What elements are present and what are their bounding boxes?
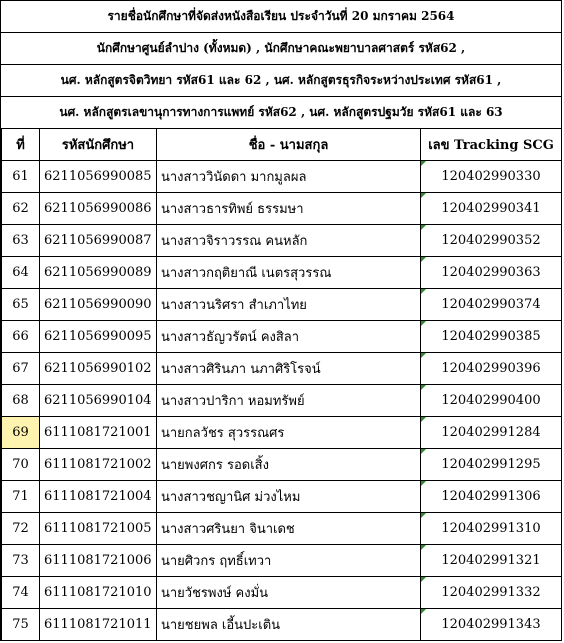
tracking-number-cell[interactable] (421, 577, 562, 609)
student-name-cell[interactable]: นางสาววินัดดา มากมูลผล (157, 161, 421, 193)
row-number-cell[interactable]: 73 (2, 545, 40, 577)
number-stored-as-text-indicator-icon (421, 193, 426, 198)
student-id-cell[interactable]: 6211056990095 (40, 321, 157, 353)
tracking-number-cell[interactable] (421, 609, 562, 641)
tracking-number-cell[interactable] (421, 225, 562, 257)
tracking-number-text: 120402991343 (441, 617, 541, 632)
number-stored-as-text-indicator-icon (421, 257, 426, 262)
table-row (2, 545, 562, 577)
table-row (2, 161, 562, 193)
student-name-cell[interactable]: นายศิวกร ฤทธิ์เทวา (157, 545, 421, 577)
number-stored-as-text-indicator-icon (421, 385, 426, 390)
number-stored-as-text-indicator-icon (421, 481, 426, 486)
row-number-cell[interactable]: 74 (2, 577, 40, 609)
table-row (2, 449, 562, 481)
table-row (2, 481, 562, 513)
tracking-number-text: 120402990341 (441, 201, 541, 216)
row-number-cell[interactable]: 66 (2, 321, 40, 353)
number-stored-as-text-indicator-icon (421, 417, 426, 422)
number-stored-as-text-indicator-icon (421, 545, 426, 550)
tracking-number-text: 120402990396 (441, 361, 541, 376)
table-row (2, 193, 562, 225)
row-number-cell[interactable]: 64 (2, 257, 40, 289)
row-number-cell[interactable]: 62 (2, 193, 40, 225)
tracking-number-text: 120402990352 (441, 233, 541, 248)
row-number-cell[interactable]: 61 (2, 161, 40, 193)
tracking-number-text: 120402990374 (441, 297, 541, 312)
number-stored-as-text-indicator-icon (421, 609, 426, 614)
student-id-cell[interactable]: 6111081721001 (40, 417, 157, 449)
student-name-cell[interactable]: นางสาวศิรินภา นภาศิริโรจน์ (157, 353, 421, 385)
table-row (2, 353, 562, 385)
tracking-number-cell[interactable] (421, 289, 562, 321)
student-table (1, 129, 562, 641)
student-id-cell[interactable]: 6211056990104 (40, 385, 157, 417)
column-header-no[interactable]: ที่ (2, 129, 40, 161)
tracking-number-cell[interactable] (421, 321, 562, 353)
tracking-number-text: 120402991321 (441, 553, 541, 568)
row-number-cell[interactable]: 63 (2, 225, 40, 257)
header-line-4: นศ. หลักสูตรเลขานุการทางการแพทย์ รหัส62 , นศ. หลักสูตรปฐมวัย รหัส61 และ 63 (1, 97, 561, 129)
table-row (2, 609, 562, 641)
tracking-number-cell[interactable] (421, 513, 562, 545)
tracking-number-text: 120402991306 (441, 489, 541, 504)
number-stored-as-text-indicator-icon (421, 353, 426, 358)
tracking-number-cell[interactable] (421, 545, 562, 577)
tracking-number-cell[interactable] (421, 417, 562, 449)
table-row (2, 513, 562, 545)
number-stored-as-text-indicator-icon (421, 577, 426, 582)
tracking-number-cell[interactable] (421, 353, 562, 385)
student-name-cell[interactable]: นางสาวกฤติยาณี เนตรสุวรรณ (157, 257, 421, 289)
tracking-number-text: 120402990363 (441, 265, 541, 280)
student-name-cell[interactable]: นางสาวธัญวรัตน์ คงสิลา (157, 321, 421, 353)
tracking-number-cell[interactable] (421, 161, 562, 193)
tracking-number-text: 120402990385 (441, 329, 541, 344)
table-row (2, 257, 562, 289)
table-row (2, 577, 562, 609)
row-number-cell[interactable]: 71 (2, 481, 40, 513)
number-stored-as-text-indicator-icon (421, 289, 426, 294)
student-id-cell[interactable]: 6211056990089 (40, 257, 157, 289)
header-line-2: นักศึกษาศูนย์ลำปาง (ทั้งหมด) , นักศึกษาคณะพยาบาลศาสตร์ รหัส62 , (1, 33, 561, 65)
student-name-cell[interactable]: นางสาวนริศรา สำเภาไทย (157, 289, 421, 321)
row-number-cell[interactable]: 69 (2, 417, 40, 449)
student-name-cell[interactable]: นางสาวชญานิศ ม่วงไหม (157, 481, 421, 513)
table-row (2, 321, 562, 353)
row-number-cell[interactable]: 75 (2, 609, 40, 641)
table-row (2, 289, 562, 321)
table-row (2, 417, 562, 449)
tracking-number-text: 120402990400 (441, 393, 541, 408)
student-id-cell[interactable]: 6211056990102 (40, 353, 157, 385)
tracking-number-cell[interactable] (421, 193, 562, 225)
row-number-cell[interactable]: 67 (2, 353, 40, 385)
number-stored-as-text-indicator-icon (421, 513, 426, 518)
student-name-cell[interactable]: นางสาวธารทิพย์ ธรรมษา (157, 193, 421, 225)
row-number-cell[interactable]: 72 (2, 513, 40, 545)
tracking-number-cell[interactable] (421, 385, 562, 417)
tracking-number-text: 120402991284 (441, 425, 541, 440)
student-id-cell[interactable]: 6211056990086 (40, 193, 157, 225)
number-stored-as-text-indicator-icon (421, 321, 426, 326)
number-stored-as-text-indicator-icon (421, 449, 426, 454)
column-header-student-id[interactable]: รหัสนักศึกษา (40, 129, 157, 161)
number-stored-as-text-indicator-icon (421, 225, 426, 230)
student-id-cell[interactable]: 6111081721011 (40, 609, 157, 641)
student-name-cell[interactable]: นายชยพล เอี้นปะเติน (157, 609, 421, 641)
student-id-cell[interactable]: 6211056990087 (40, 225, 157, 257)
student-name-cell[interactable]: นายพงศกร รอดเสิ้ง (157, 449, 421, 481)
tracking-number-text: 120402991332 (441, 585, 541, 600)
student-id-cell[interactable]: 6111081721006 (40, 545, 157, 577)
number-stored-as-text-indicator-icon (421, 161, 426, 166)
row-number-cell[interactable]: 65 (2, 289, 40, 321)
header-line-1: รายชื่อนักศึกษาที่จัดส่งหนังสือเรียน ประจำวันที่ 20 มกราคม 2564 (1, 1, 561, 33)
tracking-number-text: 120402991310 (441, 521, 541, 536)
row-number-cell[interactable]: 68 (2, 385, 40, 417)
student-name-cell[interactable]: นางสาวจิราวรรณ คนหลัก (157, 225, 421, 257)
student-id-cell[interactable]: 6111081721002 (40, 449, 157, 481)
student-id-cell[interactable]: 6111081721005 (40, 513, 157, 545)
header-line-3: นศ. หลักสูตรจิตวิทยา รหัส61 และ 62 , นศ. หลักสูตรธุรกิจระหว่างประเทศ รหัส61 , (1, 65, 561, 97)
tracking-number-cell[interactable] (421, 257, 562, 289)
row-number-cell[interactable]: 70 (2, 449, 40, 481)
student-name-cell[interactable]: นายกลวัชร สุวรรณศร (157, 417, 421, 449)
student-name-cell[interactable]: นางสาวศรินยา จินาเดช (157, 513, 421, 545)
tracking-number-text: 120402991295 (441, 457, 541, 472)
student-id-cell[interactable]: 6111081721010 (40, 577, 157, 609)
student-name-cell[interactable]: นางสาวปาริกา หอมทรัพย์ (157, 385, 421, 417)
table-row (2, 385, 562, 417)
tracking-number-text: 120402990330 (441, 169, 541, 184)
table-header-row (2, 129, 562, 161)
student-id-cell[interactable]: 6211056990090 (40, 289, 157, 321)
tracking-number-cell[interactable] (421, 481, 562, 513)
student-id-cell[interactable]: 6111081721004 (40, 481, 157, 513)
tracking-number-cell[interactable] (421, 449, 562, 481)
student-id-cell[interactable]: 6211056990085 (40, 161, 157, 193)
student-name-cell[interactable]: นายวัชรพงษ์ คงมั่น (157, 577, 421, 609)
column-header-tracking[interactable]: เลข Tracking SCG (421, 129, 562, 161)
column-header-name[interactable]: ชื่อ - นามสกุล (157, 129, 421, 161)
table-row (2, 225, 562, 257)
